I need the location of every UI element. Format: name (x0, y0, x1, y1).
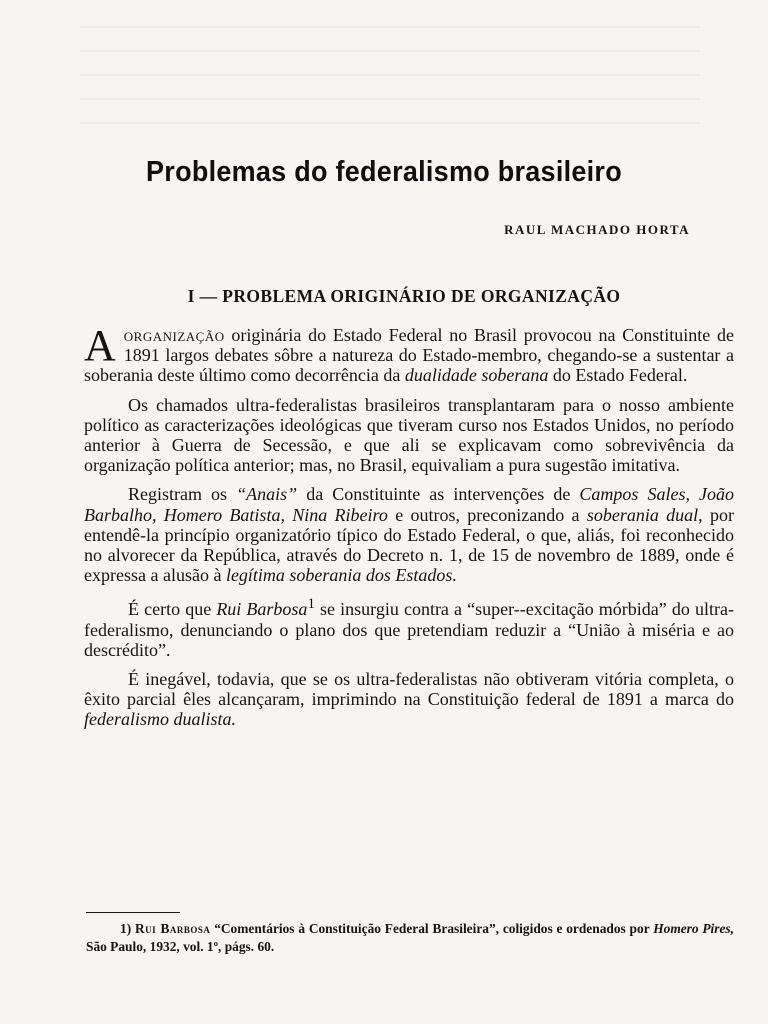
footnote-divider (86, 912, 180, 913)
footnote-reference: 1 (307, 596, 315, 613)
paragraph-4-text-b: se insurgiu contra a “super--excitação mórbida” do ultra-federalismo, denunciando o plano dos que pretendiam reduzir a “União à miséria e ao descrédito”. (84, 599, 734, 660)
footnote-italic-a: Homero Pires, (653, 921, 734, 936)
paragraph-1-text-b: do Estado Federal. (548, 365, 688, 386)
paragraph-1 (84, 321, 734, 386)
article-author: RAUL MACHADO HORTA (504, 222, 690, 237)
paragraph-3-italic-d: legítima soberania dos Estados. (225, 565, 457, 586)
paragraph-1-lead: organização (123, 325, 225, 345)
paragraph-4 (84, 594, 734, 660)
paragraph-3-italic-b: Campos Sales, João Barbalho, Homero Batista, Nina Ribeiro (84, 484, 735, 525)
bleed-through-text (80, 12, 700, 142)
paragraph-3-italic-c: soberania dual, (586, 504, 703, 525)
footnote (86, 920, 734, 956)
paragraph-5-italic-a: federalismo dualista. (84, 709, 236, 730)
footnote-author: Rui Barbosa (134, 921, 211, 936)
paragraph-4-italic-a: Rui Barbosa (216, 599, 308, 620)
paragraph-3-text-b: da Constituinte as intervenções de (297, 484, 580, 505)
section-heading: I — PROBLEMA ORIGINÁRIO DE ORGANIZAÇÃO (187, 286, 621, 306)
footnote-text-b: São Paulo, 1932, vol. 1º, págs. 60. (86, 939, 275, 954)
paragraph-4-text-a: É certo que (128, 599, 217, 620)
paragraph-5-text-a: É inegável, todavia, que se os ultra-federalistas não obtiveram vitória completa, o êxito parcial êles alcançaram, imprimindo na Constituição federal de 1891 a marca do (84, 669, 734, 710)
footnote-marker: 1) (120, 921, 132, 936)
article-body (84, 321, 735, 739)
paragraph-3-italic-a: “Anais” (236, 484, 298, 505)
paragraph-3 (84, 484, 734, 585)
paragraph-3-text-d: por entendê-la princípio organizatório típico do Estado Federal, o que, aliás, foi reconhecido no alvorecer da República, através do Decreto n. 1, de 15 de novembro de 1889, onde é expressa a alusão à (84, 504, 734, 586)
article-title: Problemas do federalismo brasileiro (146, 156, 622, 188)
paragraph-1-italic-a: dualidade soberana (404, 365, 549, 386)
footnote-text-a: “Comentários à Constituição Federal Brasileira”, coligidos e ordenados por (210, 921, 654, 936)
paragraph-5 (84, 669, 734, 730)
drop-cap: A (84, 321, 116, 370)
paragraph-3-text-c: e outros, preconizando a (387, 504, 587, 525)
paragraph-2: Os chamados ultra-federalistas brasileiros transplantaram para o nosso ambiente político as caracterizações ideológicas que tiveram curso nos Estados Unidos, no período anterior à Guerra de Secessão, e que ali se explicavam como sobrevivência da organização política anterior; mas, no Brasil, equivaliam a pura sugestão imitativa. (84, 394, 734, 476)
paragraph-1-text-a: originária do Estado Federal no Brasil provocou na Constituinte de 1891 largos debates sôbre a natureza do Estado-membro, chegando-se a sustentar a soberania deste último como decorrência da (84, 325, 734, 386)
paragraph-3-text-a: Registram os (128, 484, 237, 505)
